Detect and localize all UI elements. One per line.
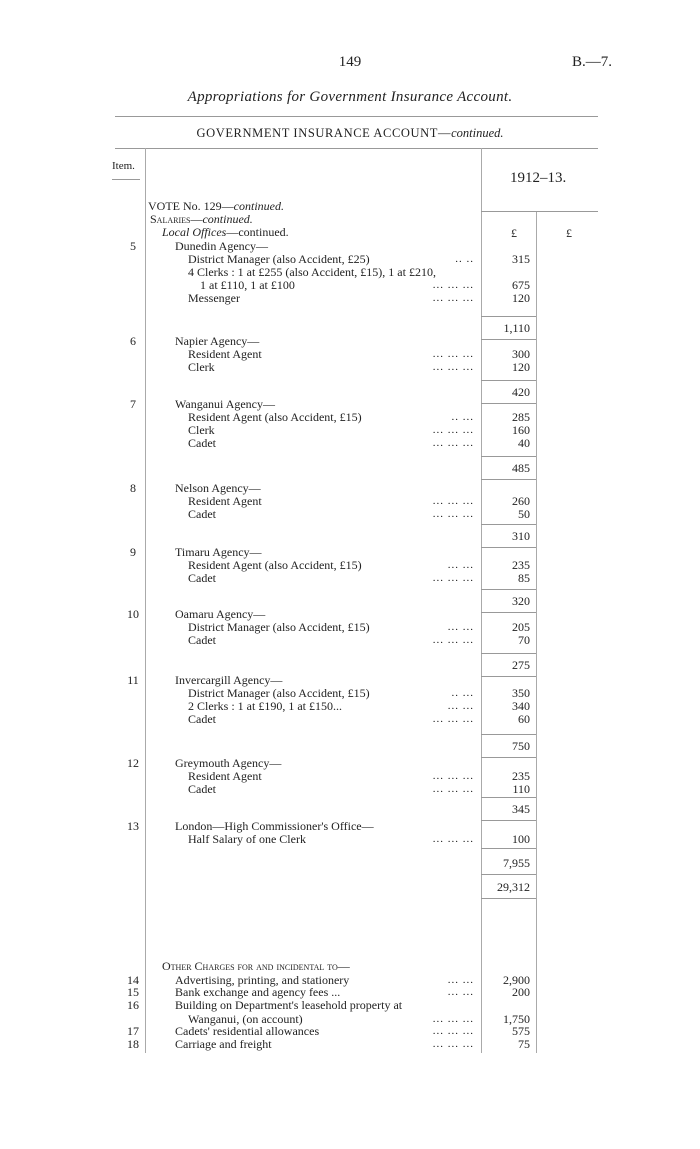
subtitle-continued: continued. xyxy=(451,126,504,140)
item-number: 15 xyxy=(127,985,139,999)
amount-value: 340 xyxy=(512,699,530,713)
subtotal-rule xyxy=(481,820,536,821)
amount-value: 350 xyxy=(512,686,530,700)
year-header-rule xyxy=(481,211,598,212)
row-label: Greymouth Agency— xyxy=(175,756,282,770)
subtotal-value: 750 xyxy=(512,739,530,753)
leader-dots: ... ... ... xyxy=(432,292,474,304)
amount-value: 50 xyxy=(518,507,530,521)
amount-value: 120 xyxy=(512,360,530,374)
total-column-divider xyxy=(536,212,537,1053)
amount-value: 110 xyxy=(512,782,530,796)
item-number: 18 xyxy=(127,1037,139,1051)
row-label: Carriage and freight xyxy=(175,1037,272,1051)
amount-value: 235 xyxy=(512,558,530,572)
subtotal-value: 1,110 xyxy=(503,321,530,335)
item-number: 16 xyxy=(127,998,139,1012)
item-number: 6 xyxy=(130,334,136,348)
subtotal-rule xyxy=(481,547,536,548)
item-number: 12 xyxy=(127,756,139,770)
amount-value: 85 xyxy=(518,571,530,585)
subtotal-value: 345 xyxy=(512,802,530,816)
total-local-offices: 7,955 xyxy=(503,856,530,870)
row-label: District Manager (also Accident, £15) xyxy=(188,620,370,634)
other-charges-heading xyxy=(162,960,350,972)
leader-dots: .. ... xyxy=(451,687,474,699)
subtotal-rule xyxy=(481,589,536,590)
row-label: Cadet xyxy=(188,571,216,585)
amount-column-divider xyxy=(481,148,482,1053)
vote-continued: continued. xyxy=(233,199,284,213)
leader-dots: ... ... ... xyxy=(432,783,474,795)
row-label: Clerk xyxy=(188,360,215,374)
item-number: 13 xyxy=(127,819,139,833)
local-offices-heading xyxy=(162,226,289,238)
leader-dots: ... ... ... xyxy=(432,437,474,449)
row-label: Dunedin Agency— xyxy=(175,239,268,253)
amount-value: 315 xyxy=(512,252,530,266)
row-label: District Manager (also Accident, £25) xyxy=(188,252,370,266)
subtotal-rule xyxy=(481,524,536,525)
leader-dots: ... ... xyxy=(447,974,474,986)
leader-dots: ... ... ... xyxy=(432,424,474,436)
currency-symbol-total: £ xyxy=(566,226,572,240)
leader-dots: ... ... ... xyxy=(432,1013,474,1025)
amount-value: 100 xyxy=(512,832,530,846)
leader-dots: ... ... ... xyxy=(432,279,474,291)
subtotal-rule xyxy=(481,757,536,758)
vote-number: VOTE No. 129— xyxy=(148,199,234,213)
item-number: 17 xyxy=(127,1024,139,1038)
account-subtitle xyxy=(0,126,700,141)
row-label: Cadets' residential allowances xyxy=(175,1024,320,1038)
leader-dots: ... ... ... xyxy=(432,348,474,360)
subtotal-rule xyxy=(481,612,536,613)
subtotal-value: 275 xyxy=(512,658,530,672)
subtotal-value: 485 xyxy=(512,461,530,475)
item-number: 10 xyxy=(127,607,139,621)
salaries-heading xyxy=(150,213,253,225)
leader-dots: ... ... xyxy=(447,621,474,633)
row-label: Oamaru Agency— xyxy=(175,607,266,621)
page-number: 149 xyxy=(338,54,362,70)
row-label: 4 Clerks : 1 at £255 (also Accident, £15), 1 at £210, xyxy=(188,265,436,279)
leader-dots: ... ... ... xyxy=(432,833,474,845)
vote-heading xyxy=(148,200,284,212)
subtotal-rule xyxy=(481,456,536,457)
row-label: London—High Commissioner's Office— xyxy=(175,819,374,833)
amount-value: 60 xyxy=(518,712,530,726)
local-offices-label: Local Offices xyxy=(162,225,227,239)
subtotal-rule xyxy=(481,653,536,654)
leader-dots: ... ... ... xyxy=(432,770,474,782)
amount-value: 120 xyxy=(512,291,530,305)
document-reference: B.—7. xyxy=(571,54,612,70)
year-column-header: 1912–13. xyxy=(510,170,567,186)
row-label: Clerk xyxy=(188,423,215,437)
subtotal-rule xyxy=(481,479,536,480)
subtotal-rule xyxy=(481,339,536,340)
row-label: Cadet xyxy=(188,712,216,726)
total-rule-3 xyxy=(481,898,536,899)
amount-value: 2,900 xyxy=(503,973,530,987)
amount-value: 1,750 xyxy=(503,1012,530,1026)
row-label: Advertising, printing, and stationery xyxy=(175,973,350,987)
total-salaries: 29,312 xyxy=(497,880,530,894)
leader-dots: ... ... ... xyxy=(432,572,474,584)
subtotal-value: 320 xyxy=(512,594,530,608)
leader-dots: ... ... ... xyxy=(432,634,474,646)
amount-value: 235 xyxy=(512,769,530,783)
page-title: Appropriations for Government Insurance Account. xyxy=(187,89,513,105)
row-label: Nelson Agency— xyxy=(175,481,261,495)
row-label: Resident Agent xyxy=(188,494,262,508)
row-label: Half Salary of one Clerk xyxy=(188,832,306,846)
subtotal-rule xyxy=(481,316,536,317)
row-label: Timaru Agency— xyxy=(175,545,262,559)
row-label: Wanganui, (on account) xyxy=(188,1012,303,1026)
item-header-rule xyxy=(112,179,140,180)
leader-dots: ... ... ... xyxy=(432,1025,474,1037)
amount-value: 300 xyxy=(512,347,530,361)
leader-dots: ... ... xyxy=(447,986,474,998)
subtotal-rule xyxy=(481,797,536,798)
leader-dots: ... ... xyxy=(447,700,474,712)
leader-dots: ... ... ... xyxy=(432,1038,474,1050)
header-rule xyxy=(115,116,598,117)
subtotal-rule xyxy=(481,380,536,381)
item-number: 14 xyxy=(127,973,139,987)
salaries-continued: continued. xyxy=(202,212,253,226)
leader-dots: .. ... xyxy=(451,411,474,423)
subtotal-value: 420 xyxy=(512,385,530,399)
row-label: District Manager (also Accident, £15) xyxy=(188,686,370,700)
item-column-divider xyxy=(145,148,146,1053)
total-rule-1 xyxy=(481,848,536,849)
row-label: Cadet xyxy=(188,633,216,647)
item-column-header: Item. xyxy=(112,160,135,172)
item-number: 5 xyxy=(130,239,136,253)
row-label: Building on Department's leasehold property at xyxy=(175,998,403,1012)
row-label: Wanganui Agency— xyxy=(175,397,276,411)
row-label: Resident Agent xyxy=(188,769,262,783)
row-label: Cadet xyxy=(188,782,216,796)
item-number: 11 xyxy=(127,673,139,687)
salaries-label: Salaries— xyxy=(150,212,203,226)
amount-value: 160 xyxy=(512,423,530,437)
item-number: 7 xyxy=(130,397,136,411)
amount-value: 285 xyxy=(512,410,530,424)
row-label: Resident Agent xyxy=(188,347,262,361)
subtotal-rule xyxy=(481,734,536,735)
row-label: Resident Agent (also Accident, £15) xyxy=(188,558,362,572)
row-label: Bank exchange and agency fees ... xyxy=(175,985,341,999)
amount-value: 575 xyxy=(512,1024,530,1038)
row-label: Napier Agency— xyxy=(175,334,260,348)
item-number: 8 xyxy=(130,481,136,495)
total-rule-2 xyxy=(481,874,536,875)
subtotal-value: 310 xyxy=(512,529,530,543)
row-label: Resident Agent (also Accident, £15) xyxy=(188,410,362,424)
amount-value: 200 xyxy=(512,985,530,999)
row-label: 2 Clerks : 1 at £190, 1 at £150... xyxy=(188,699,342,713)
row-label: Cadet xyxy=(188,436,216,450)
subtotal-rule xyxy=(481,403,536,404)
subtotal-rule xyxy=(481,676,536,677)
amount-value: 675 xyxy=(512,278,530,292)
amount-value: 40 xyxy=(518,436,530,450)
amount-value: 75 xyxy=(518,1037,530,1051)
leader-dots: ... ... ... xyxy=(432,495,474,507)
leader-dots: ... ... ... xyxy=(432,713,474,725)
amount-value: 70 xyxy=(518,633,530,647)
local-offices-continued: —continued. xyxy=(226,225,289,239)
amount-value: 260 xyxy=(512,494,530,508)
row-label: 1 at £110, 1 at £100 xyxy=(200,278,295,292)
table-top-rule xyxy=(115,148,598,149)
leader-dots: ... ... xyxy=(447,559,474,571)
leader-dots: ... ... ... xyxy=(432,361,474,373)
other-charges-label: Other Charges for and incidental to— xyxy=(162,959,350,973)
subtitle-main: GOVERNMENT INSURANCE ACCOUNT— xyxy=(196,126,452,140)
amount-value: 205 xyxy=(512,620,530,634)
row-label: Invercargill Agency— xyxy=(175,673,283,687)
leader-dots: ... ... ... xyxy=(432,508,474,520)
currency-symbol-amount: £ xyxy=(511,226,517,240)
row-label: Messenger xyxy=(188,291,240,305)
leader-dots: .. .. xyxy=(455,253,474,265)
item-number: 9 xyxy=(130,545,136,559)
row-label: Cadet xyxy=(188,507,216,521)
